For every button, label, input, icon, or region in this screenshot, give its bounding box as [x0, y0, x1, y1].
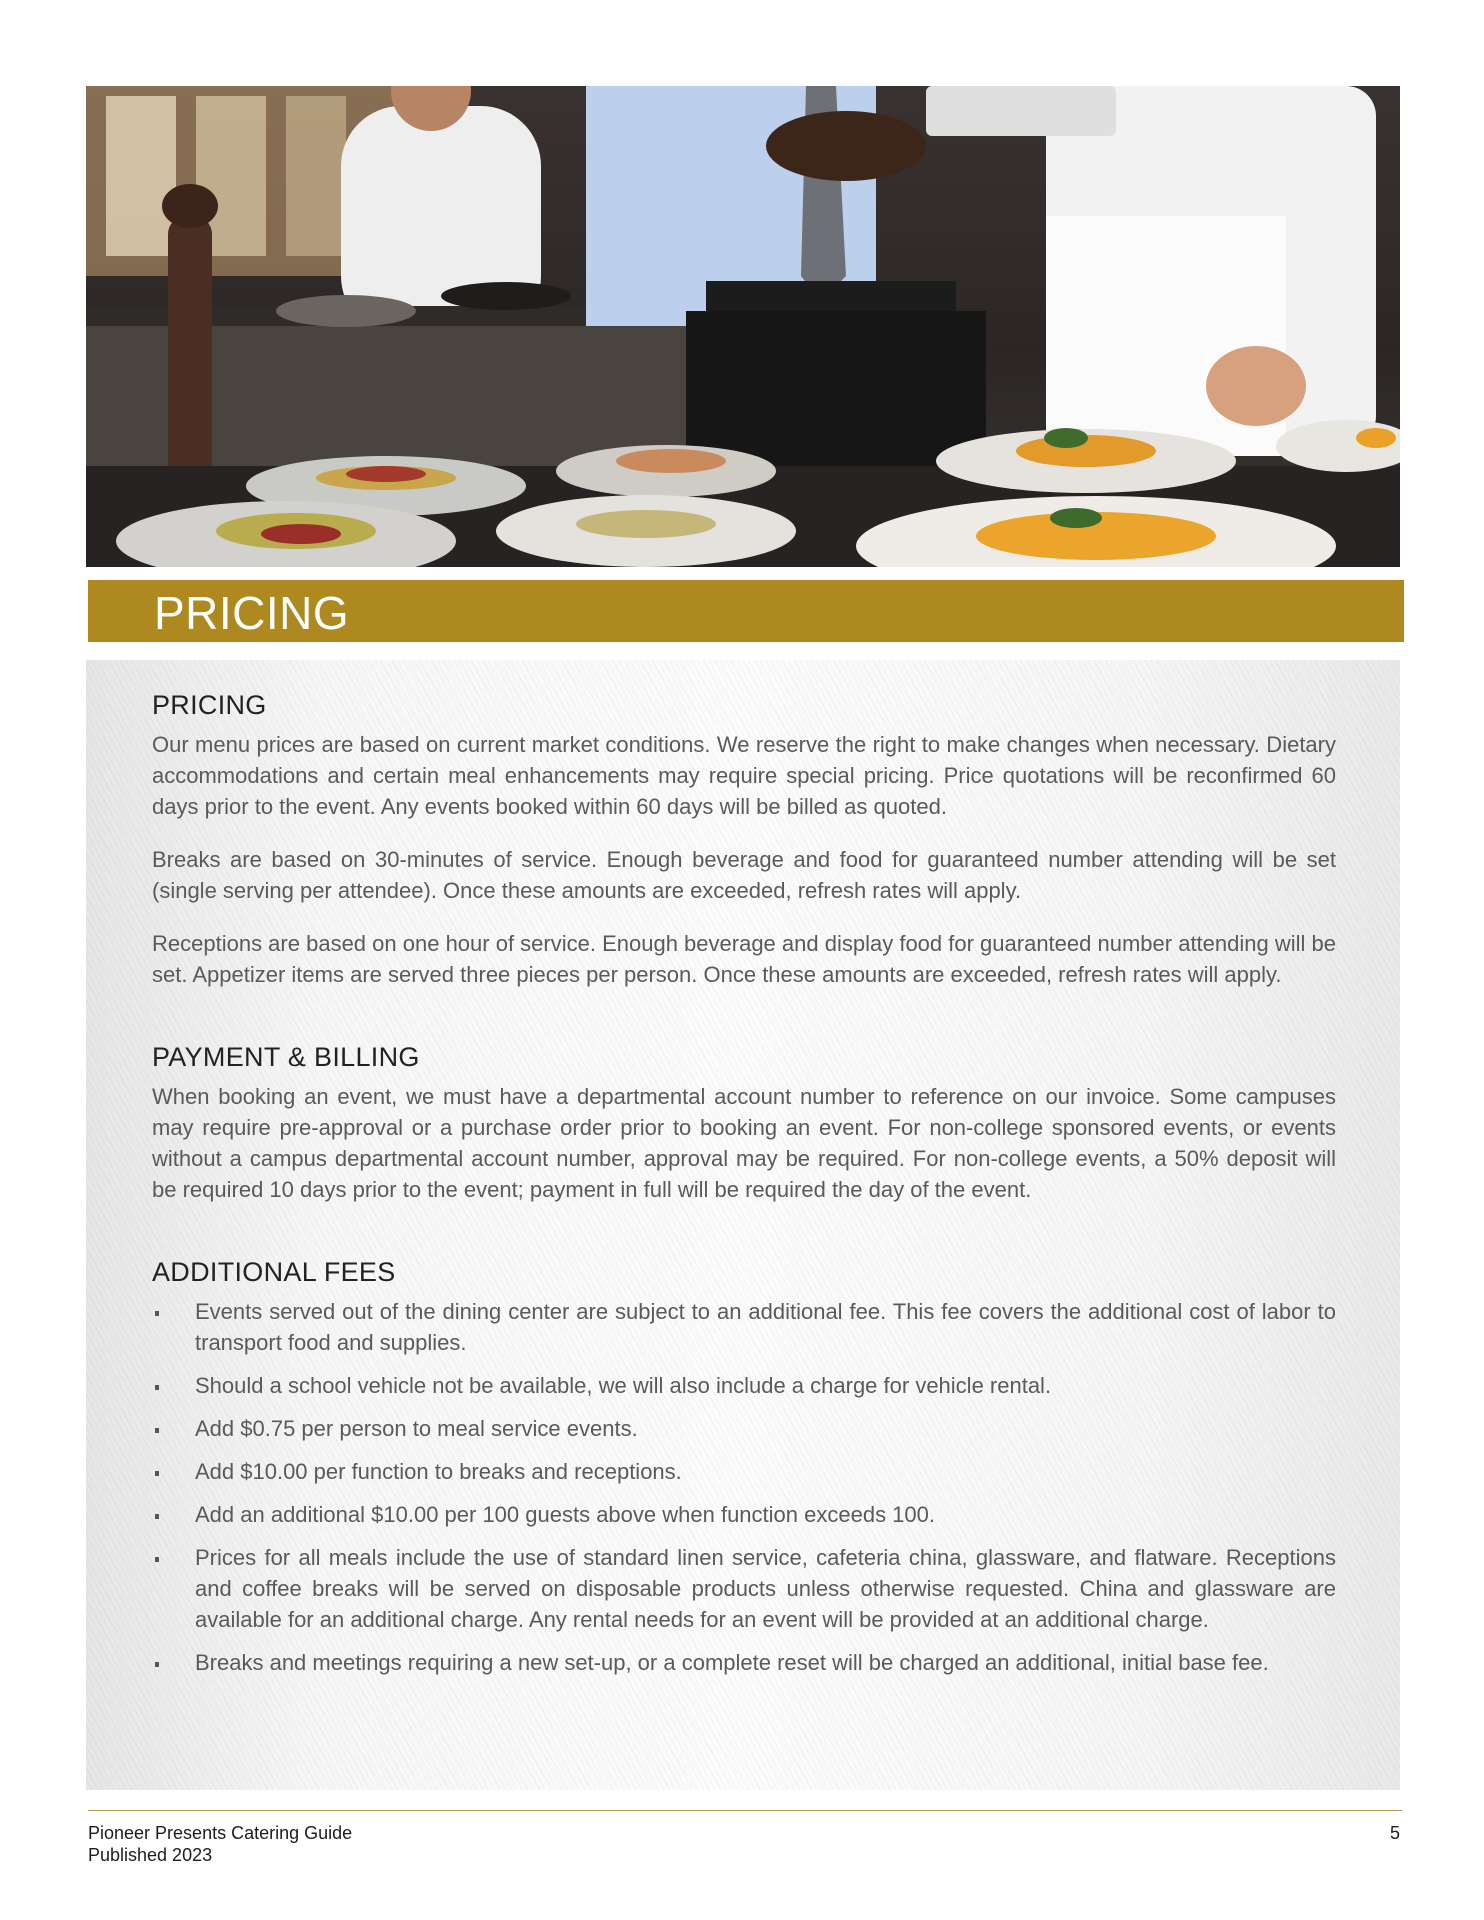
page-number: 5	[1389, 1823, 1400, 1843]
list-item-text: Add $0.75 per person to meal service events.	[195, 1416, 638, 1441]
list-item	[152, 1542, 1336, 1635]
list-item	[152, 1296, 1336, 1358]
footer-divider	[88, 1810, 1402, 1811]
section-banner	[88, 580, 1404, 642]
list-item	[152, 1456, 1336, 1487]
list-item-text: Breaks and meetings requiring a new set-up, or a complete reset will be charged an additional, initial base fee.	[195, 1650, 1269, 1675]
bullet-icon	[155, 1662, 159, 1667]
list-item-text: Add $10.00 per function to breaks and receptions.	[195, 1459, 682, 1484]
additional-fees-list	[152, 1296, 1336, 1678]
receptions-paragraph: Receptions are based on one hour of service. Enough beverage and display food for guaranteed number attending will be set. Appetizer items are served three pieces per person. Once these amounts are exceeded, refresh rates will apply.	[152, 931, 1336, 987]
bullet-icon	[155, 1471, 159, 1476]
list-item	[152, 1499, 1336, 1530]
bullet-icon	[155, 1557, 159, 1562]
bullet-icon	[155, 1311, 159, 1316]
banner-title: PRICING	[154, 587, 350, 639]
list-item-text: Add an additional $10.00 per 100 guests above when function exceeds 100.	[195, 1502, 935, 1527]
bullet-icon	[155, 1385, 159, 1390]
content-body	[152, 690, 1336, 1690]
footer-info	[88, 1822, 352, 1866]
section-spacer	[152, 1012, 1336, 1042]
kitchen-scene-illustration	[86, 86, 1400, 567]
section-spacer	[152, 1227, 1336, 1257]
list-item-text: Events served out of the dining center are subject to an additional fee. This fee covers the additional cost of labor to transport food and supplies.	[195, 1299, 1336, 1355]
footer-published: Published 2023	[88, 1845, 213, 1865]
payment-billing-paragraph: When booking an event, we must have a departmental account number to reference on our invoice. Some campuses may require pre-approval or a purchase order prior to booking an event. For non-college sponsored events, or events without a campus departmental account number, approval may be required. For non-college events, a 50% deposit will be required 10 days prior to the event; payment in full will be required the day of the event.	[152, 1084, 1336, 1202]
additional-fees-heading: ADDITIONAL FEES	[152, 1257, 396, 1287]
breaks-paragraph: Breaks are based on 30-minutes of service. Enough beverage and food for guaranteed number attending will be set (single serving per attendee). Once these amounts are exceeded, refresh rates will apply.	[152, 847, 1336, 903]
bullet-icon	[155, 1514, 159, 1519]
list-item	[152, 1370, 1336, 1401]
payment-billing-heading: PAYMENT & BILLING	[152, 1042, 420, 1072]
list-item	[152, 1647, 1336, 1678]
footer-guide-title: Pioneer Presents Catering Guide	[88, 1823, 353, 1843]
content-panel	[86, 660, 1400, 1790]
kitchen-hero-photo	[86, 86, 1400, 567]
pricing-paragraph: Our menu prices are based on current market conditions. We reserve the right to make changes when necessary. Dietary accommodations and certain meal enhancements may require special pricing. Price quotations will be reconfirmed 60 days prior to the event. Any events booked within 60 days will be billed as quoted.	[152, 732, 1336, 819]
pricing-heading: PRICING	[152, 690, 267, 720]
list-item	[152, 1413, 1336, 1444]
bullet-icon	[155, 1428, 159, 1433]
list-item-text: Should a school vehicle not be available, we will also include a charge for vehicle rental.	[195, 1373, 1052, 1398]
list-item-text: Prices for all meals include the use of standard linen service, cafeteria china, glassware, and flatware. Receptions and coffee breaks will be served on disposable products unless otherwise requested. China and glassware are available for an additional charge. Any rental needs for an event will be provided at an additional charge.	[195, 1545, 1336, 1632]
